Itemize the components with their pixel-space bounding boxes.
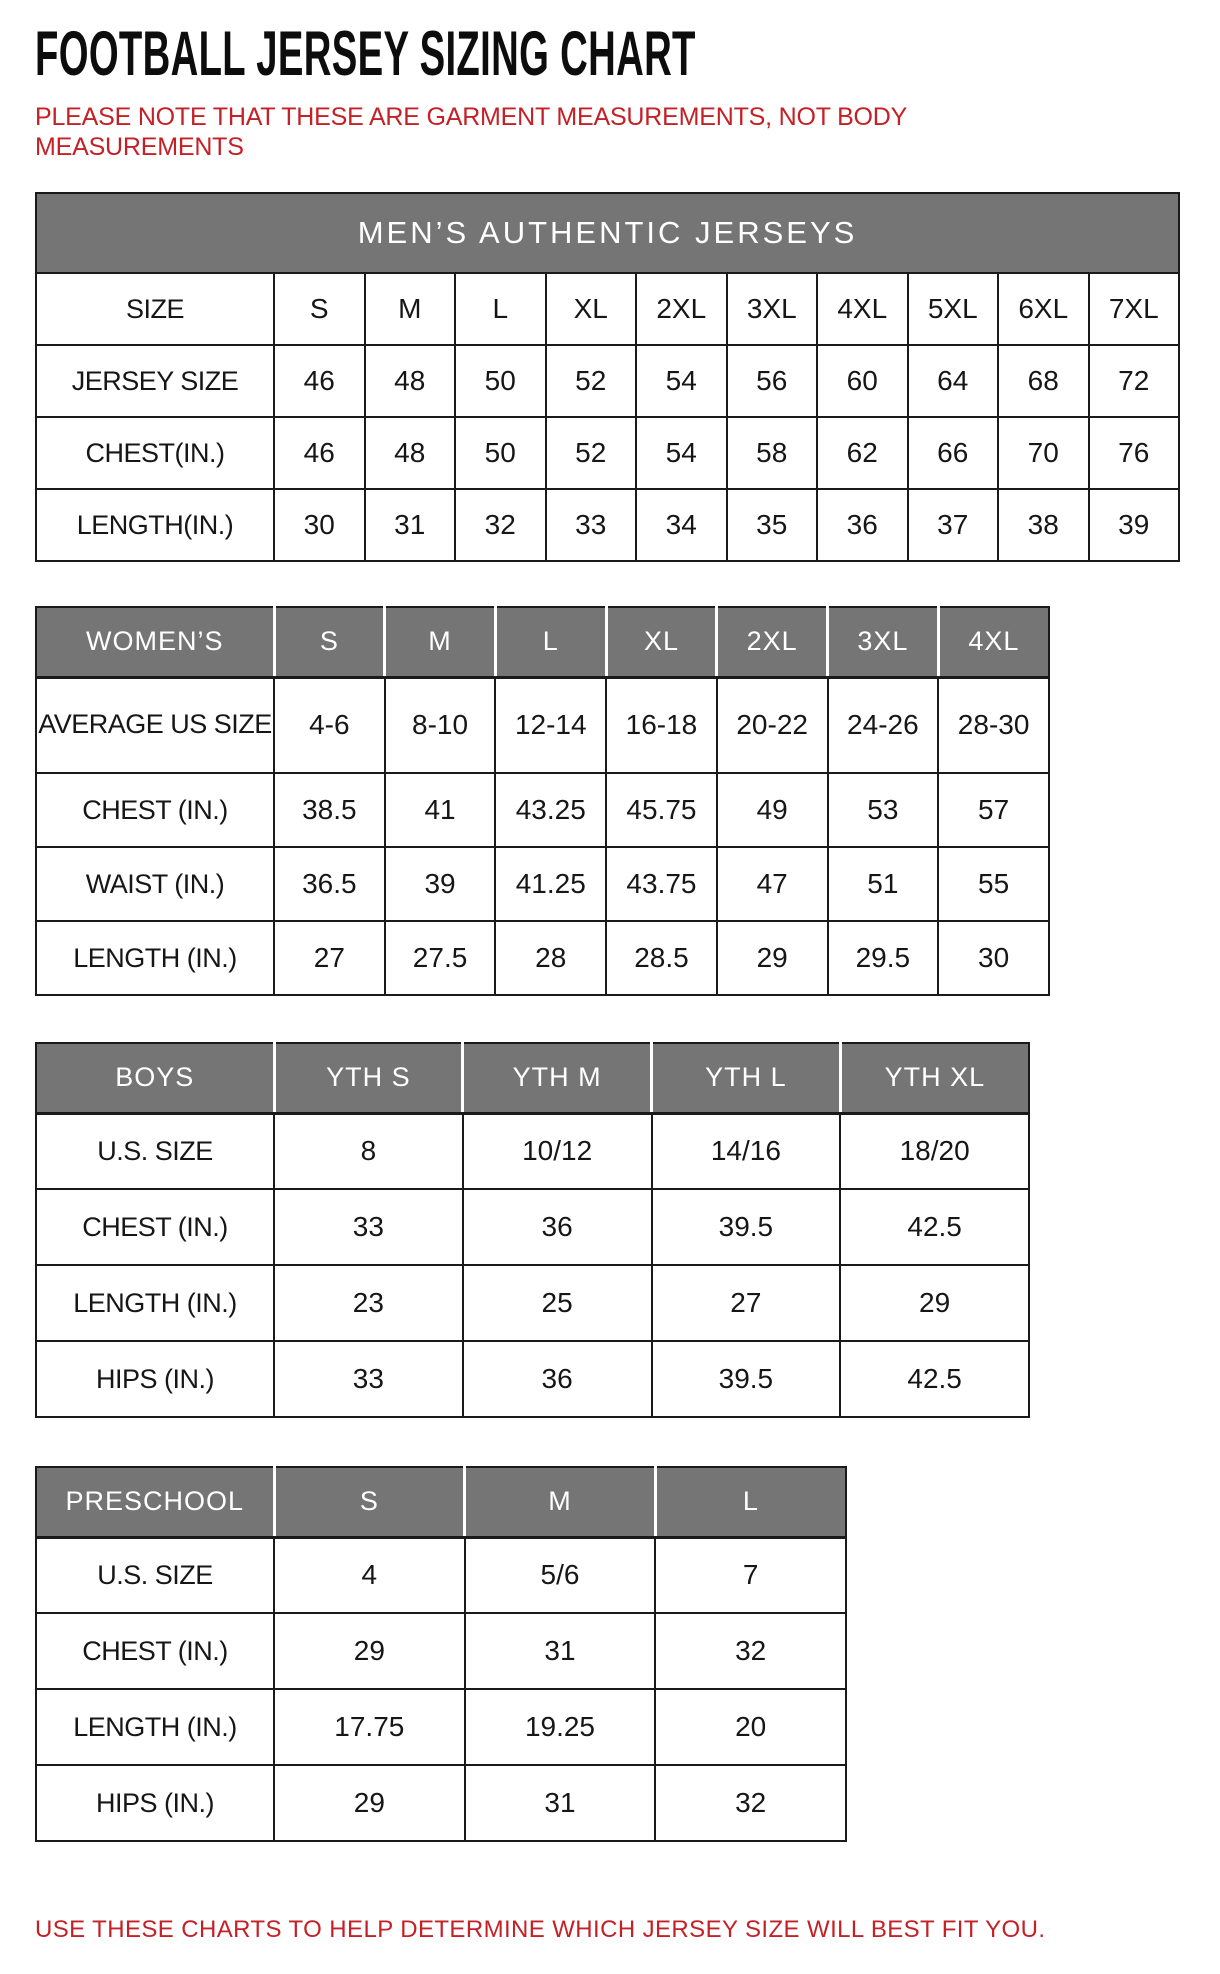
value-cell: 62 <box>817 417 908 489</box>
col-header: M <box>385 607 496 677</box>
value-cell: 51 <box>828 847 939 921</box>
size-cell: M <box>365 273 456 345</box>
row-label: HIPS (IN.) <box>36 1765 274 1841</box>
value-cell: 27.5 <box>385 921 496 995</box>
value-cell: 42.5 <box>840 1341 1029 1417</box>
value-cell: 33 <box>274 1341 463 1417</box>
value-cell: 32 <box>655 1765 846 1841</box>
size-cell: 5XL <box>908 273 999 345</box>
womens-waist-row <box>36 847 1049 921</box>
mens-chest-row <box>36 417 1179 489</box>
boys-header-row <box>36 1043 1029 1113</box>
row-label: CHEST(IN.) <box>36 417 274 489</box>
value-cell: 36 <box>463 1341 652 1417</box>
value-cell: 36 <box>817 489 908 561</box>
value-cell: 33 <box>274 1189 463 1265</box>
value-cell: 18/20 <box>840 1113 1029 1189</box>
size-cell: 6XL <box>998 273 1089 345</box>
value-cell: 20 <box>655 1689 846 1765</box>
value-cell: 55 <box>938 847 1049 921</box>
col-header: S <box>274 607 385 677</box>
boys-us-size-row <box>36 1113 1029 1189</box>
womens-chest-row <box>36 773 1049 847</box>
col-header: YTH XL <box>840 1043 1029 1113</box>
size-cell: S <box>274 273 365 345</box>
preschool-length-row <box>36 1689 846 1765</box>
value-cell: 58 <box>727 417 818 489</box>
row-label: LENGTH (IN.) <box>36 1265 274 1341</box>
row-label: CHEST (IN.) <box>36 773 274 847</box>
boys-chest-row <box>36 1189 1029 1265</box>
page-title: FOOTBALL JERSEY SIZING CHART <box>35 18 696 90</box>
value-cell: 32 <box>455 489 546 561</box>
boys-length-row <box>36 1265 1029 1341</box>
value-cell: 14/16 <box>652 1113 841 1189</box>
womens-us-size-row <box>36 677 1049 773</box>
value-cell: 38 <box>998 489 1089 561</box>
mens-table-banner-row <box>36 193 1179 273</box>
col-header: YTH S <box>274 1043 463 1113</box>
col-header: XL <box>606 607 717 677</box>
col-header: L <box>655 1467 846 1537</box>
preschool-us-size-row <box>36 1537 846 1613</box>
boys-table <box>35 1042 1030 1418</box>
row-label: LENGTH (IN.) <box>36 1689 274 1765</box>
value-cell: 20-22 <box>717 677 828 773</box>
value-cell: 70 <box>998 417 1089 489</box>
row-label: LENGTH (IN.) <box>36 921 274 995</box>
col-header: L <box>495 607 606 677</box>
size-cell: L <box>455 273 546 345</box>
col-header: 3XL <box>828 607 939 677</box>
preschool-chest-row <box>36 1613 846 1689</box>
col-header: YTH M <box>463 1043 652 1113</box>
value-cell: 37 <box>908 489 999 561</box>
col-header: 2XL <box>717 607 828 677</box>
value-cell: 48 <box>365 417 456 489</box>
value-cell: 66 <box>908 417 999 489</box>
mens-length-row <box>36 489 1179 561</box>
boys-table-title: BOYS <box>36 1043 274 1113</box>
preschool-header-row <box>36 1467 846 1537</box>
value-cell: 16-18 <box>606 677 717 773</box>
womens-header-row <box>36 607 1049 677</box>
value-cell: 4-6 <box>274 677 385 773</box>
value-cell: 76 <box>1089 417 1180 489</box>
value-cell: 53 <box>828 773 939 847</box>
value-cell: 8-10 <box>385 677 496 773</box>
mens-table-banner: MEN’S AUTHENTIC JERSEYS <box>36 193 1179 273</box>
size-cell: XL <box>546 273 637 345</box>
value-cell: 28-30 <box>938 677 1049 773</box>
value-cell: 57 <box>938 773 1049 847</box>
value-cell: 39 <box>1089 489 1180 561</box>
value-cell: 30 <box>938 921 1049 995</box>
value-cell: 41.25 <box>495 847 606 921</box>
value-cell: 27 <box>274 921 385 995</box>
note-line-2: MEASUREMENTS <box>35 133 244 161</box>
value-cell: 46 <box>274 417 365 489</box>
col-header: S <box>274 1467 465 1537</box>
value-cell: 25 <box>463 1265 652 1341</box>
value-cell: 33 <box>546 489 637 561</box>
value-cell: 17.75 <box>274 1689 465 1765</box>
preschool-hips-row <box>36 1765 846 1841</box>
value-cell: 32 <box>655 1613 846 1689</box>
value-cell: 52 <box>546 345 637 417</box>
value-cell: 31 <box>365 489 456 561</box>
value-cell: 39 <box>385 847 496 921</box>
value-cell: 28 <box>495 921 606 995</box>
preschool-table <box>35 1466 847 1842</box>
row-label: U.S. SIZE <box>36 1113 274 1189</box>
garment-measurements-note <box>35 102 907 162</box>
value-cell: 27 <box>652 1265 841 1341</box>
value-cell: 8 <box>274 1113 463 1189</box>
value-cell: 41 <box>385 773 496 847</box>
value-cell: 35 <box>727 489 818 561</box>
col-header: 4XL <box>938 607 1049 677</box>
womens-table-title: WOMEN’S <box>36 607 274 677</box>
value-cell: 46 <box>274 345 365 417</box>
boys-hips-row <box>36 1341 1029 1417</box>
row-label: JERSEY SIZE <box>36 345 274 417</box>
value-cell: 52 <box>546 417 637 489</box>
size-cell: 2XL <box>636 273 727 345</box>
value-cell: 60 <box>817 345 908 417</box>
size-cell: 3XL <box>727 273 818 345</box>
womens-length-row <box>36 921 1049 995</box>
value-cell: 64 <box>908 345 999 417</box>
size-cell: 7XL <box>1089 273 1180 345</box>
value-cell: 29 <box>840 1265 1029 1341</box>
value-cell: 49 <box>717 773 828 847</box>
value-cell: 23 <box>274 1265 463 1341</box>
row-label: HIPS (IN.) <box>36 1341 274 1417</box>
value-cell: 4 <box>274 1537 465 1613</box>
row-label: SIZE <box>36 273 274 345</box>
value-cell: 12-14 <box>495 677 606 773</box>
value-cell: 29 <box>717 921 828 995</box>
value-cell: 50 <box>455 345 546 417</box>
value-cell: 29.5 <box>828 921 939 995</box>
value-cell: 43.75 <box>606 847 717 921</box>
womens-table <box>35 606 1050 996</box>
row-label: WAIST (IN.) <box>36 847 274 921</box>
preschool-table-title: PRESCHOOL <box>36 1467 274 1537</box>
value-cell: 29 <box>274 1765 465 1841</box>
col-header: YTH L <box>652 1043 841 1113</box>
note-line-1: PLEASE NOTE THAT THESE ARE GARMENT MEASUREMENTS, NOT BODY <box>35 103 908 131</box>
value-cell: 36 <box>463 1189 652 1265</box>
value-cell: 54 <box>636 345 727 417</box>
col-header: M <box>465 1467 656 1537</box>
row-label: U.S. SIZE <box>36 1537 274 1613</box>
value-cell: 34 <box>636 489 727 561</box>
value-cell: 28.5 <box>606 921 717 995</box>
value-cell: 5/6 <box>465 1537 656 1613</box>
mens-jersey-size-row <box>36 345 1179 417</box>
value-cell: 43.25 <box>495 773 606 847</box>
value-cell: 45.75 <box>606 773 717 847</box>
value-cell: 54 <box>636 417 727 489</box>
value-cell: 10/12 <box>463 1113 652 1189</box>
value-cell: 7 <box>655 1537 846 1613</box>
footer-note: USE THESE CHARTS TO HELP DETERMINE WHICH JERSEY SIZE WILL BEST FIT YOU. <box>35 1916 1046 1943</box>
value-cell: 24-26 <box>828 677 939 773</box>
mens-authentic-jerseys-table <box>35 192 1180 562</box>
value-cell: 42.5 <box>840 1189 1029 1265</box>
value-cell: 38.5 <box>274 773 385 847</box>
value-cell: 39.5 <box>652 1189 841 1265</box>
value-cell: 31 <box>465 1613 656 1689</box>
value-cell: 68 <box>998 345 1089 417</box>
value-cell: 30 <box>274 489 365 561</box>
value-cell: 50 <box>455 417 546 489</box>
value-cell: 31 <box>465 1765 656 1841</box>
value-cell: 72 <box>1089 345 1180 417</box>
row-label: LENGTH(IN.) <box>36 489 274 561</box>
value-cell: 19.25 <box>465 1689 656 1765</box>
row-label: CHEST (IN.) <box>36 1613 274 1689</box>
value-cell: 29 <box>274 1613 465 1689</box>
value-cell: 39.5 <box>652 1341 841 1417</box>
value-cell: 47 <box>717 847 828 921</box>
value-cell: 56 <box>727 345 818 417</box>
mens-size-row <box>36 273 1179 345</box>
value-cell: 48 <box>365 345 456 417</box>
value-cell: 36.5 <box>274 847 385 921</box>
row-label: AVERAGE US SIZE <box>36 677 274 773</box>
size-cell: 4XL <box>817 273 908 345</box>
row-label: CHEST (IN.) <box>36 1189 274 1265</box>
